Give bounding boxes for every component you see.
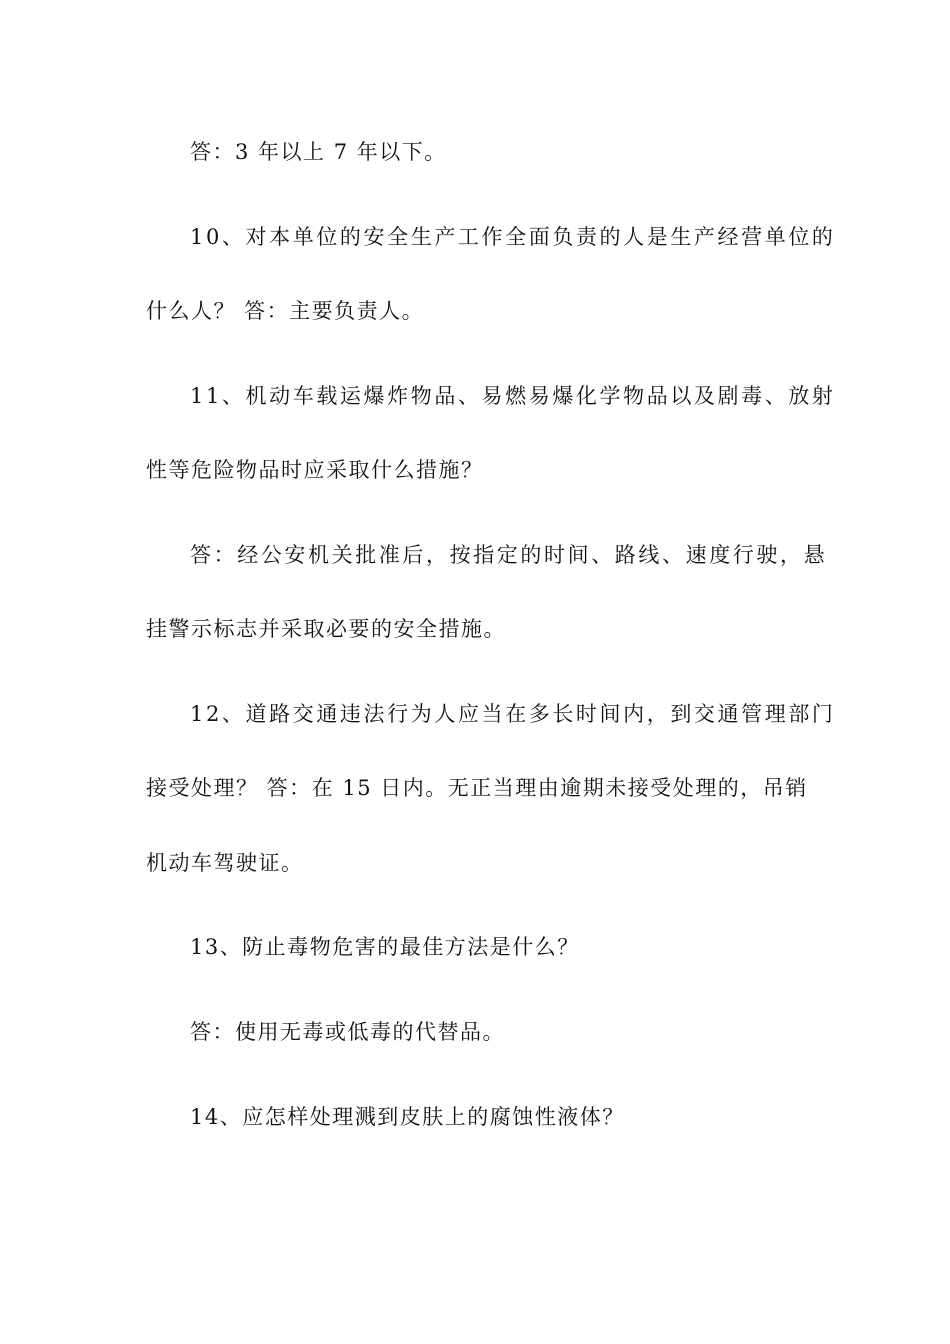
question-12-line-1: 12、道路交通违法行为人应当在多长时间内，到交通管理部门 [190, 702, 836, 726]
question-10-line-1: 10、对本单位的安全生产工作全面负责的人是生产经营单位的 [190, 225, 836, 249]
question-12-line-2: 接受处理？ 答：在 15 日内。无正当理由逾期未接受处理的，吊销 [146, 776, 808, 800]
answer-9: 答：3 年以上 7 年以下。 [190, 140, 447, 164]
question-11-line-1: 11、机动车载运爆炸物品、易燃易爆化学物品以及剧毒、放射 [190, 384, 836, 408]
question-11-line-2: 性等危险物品时应采取什么措施？ [146, 458, 484, 482]
question-10-line-2: 什么人？ 答：主要负责人。 [146, 299, 425, 323]
question-13: 13、防止毒物危害的最佳方法是什么？ [190, 935, 580, 959]
question-12-line-3: 机动车驾驶证。 [146, 851, 304, 875]
answer-11-line-1: 答：经公安机关批准后，按指定的时间、路线、速度行驶，悬 [190, 543, 828, 567]
answer-13: 答：使用无毒或低毒的代替品。 [190, 1020, 505, 1044]
answer-11-line-2: 挂警示标志并采取必要的安全措施。 [146, 617, 506, 641]
question-14: 14、应怎样处理溅到皮肤上的腐蚀性液体？ [190, 1105, 625, 1129]
